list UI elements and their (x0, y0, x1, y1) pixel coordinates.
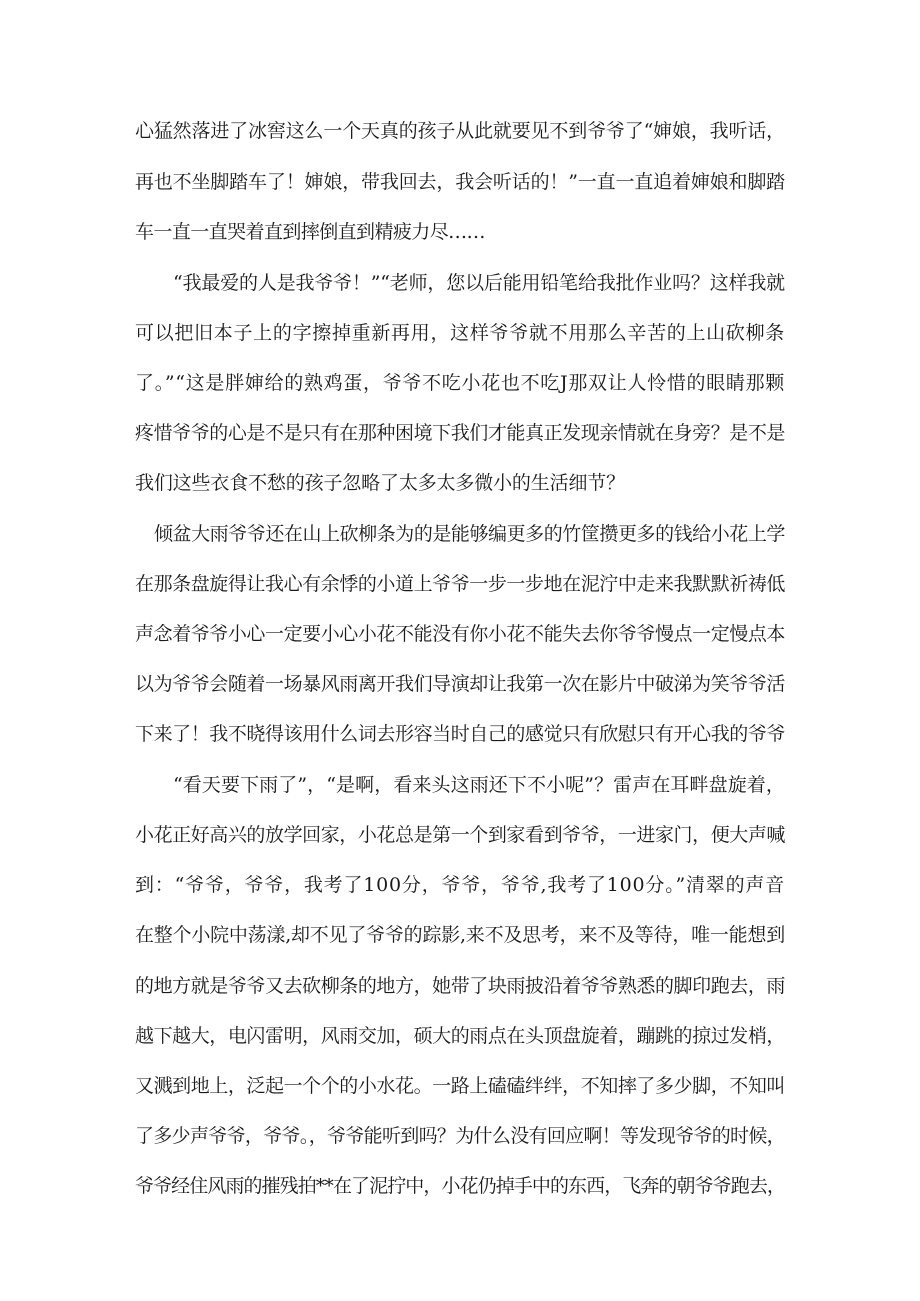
text-line-20: 又溅到地上，泛起一个个的小水花。一路上磕磕绊绊，不知摔了多少脚，不知叫 (135, 1075, 785, 1097)
text-line-11: 声念着爷爷小心一定要小心小花不能没有你小花不能失去你爷爷慢点一定慢点本 (135, 623, 785, 645)
text-line-8: 我们这些衣食不愁的孩子忽略了太多太多微小的生活细节？ (135, 472, 625, 494)
text-line-5: 可以把旧本子上的字擦掉重新再用，这样爷爷就不用那么辛苦的上山砍柳条 (135, 322, 785, 344)
text-line-14: “看天要下雨了”，“是啊，看来头这雨还下不小呢”？雷声在耳畔盘旋着， (173, 774, 785, 796)
text-line-19: 越下越大，电闪雷明，风雨交加，硕大的雨点在头顶盘旋着，蹦跳的掠过发梢， (135, 1025, 785, 1047)
text-line-2: 再也不坐脚踏车了！婶娘，带我回去，我会听话的！”一直一直追着婶娘和脚踏 (135, 171, 786, 193)
text-line-16: 到：“爷爷，爷爷，我考了100分，爷爷，爷爷,我考了100分。”清翠的声音 (135, 874, 785, 896)
text-line-4: “我最爱的人是我爷爷！”“老师，您以后能用铅笔给我批作业吗？这样我就 (173, 272, 785, 294)
text-line-9: 倾盆大雨爷爷还在山上砍柳条为的是能够编更多的竹筐攒更多的钱给小花上学 (154, 523, 785, 545)
text-line-12: 以为爷爷会随着一场暴风雨离开我们导演却让我第一次在影片中破涕为笑爷爷活 (135, 673, 785, 695)
text-line-13: 下来了！我不晓得该用什么词去形容当时自己的感觉只有欣慰只有开心我的爷爷 (135, 723, 785, 745)
text-line-22: 爷爷经住风雨的摧残拍**在了泥拧中，小花仍掉手中的东西，飞奔的朝爷爷跑去， (135, 1175, 785, 1197)
text-line-17: 在整个小院中荡漾,却不见了爷爷的踪影,来不及思考，来不及等待，唯一能想到 (135, 924, 785, 946)
text-line-21: 了多少声爷爷，爷爷。，爷爷能听到吗？为什么没有回应啊！等发现爷爷的时候， (135, 1125, 785, 1147)
text-line-18: 的地方就是爷爷又去砍柳条的地方，她带了块雨披沿着爷爷熟悉的脚印跑去，雨 (135, 975, 785, 997)
text-line-7: 疼惜爷爷的心是不是只有在那种困境下我们才能真正发现亲情就在身旁？是不是 (135, 422, 785, 444)
text-line-1: 心猛然落进了冰窖这么一个天真的孩子从此就要见不到爷爷了“婶娘，我听话， (135, 120, 786, 142)
text-line-10: 在那条盘旋得让我心有余悸的小道上爷爷一步一步地在泥泞中走来我默默祈祷低 (135, 573, 785, 595)
text-line-6: 了。”“这是胖婶给的熟鸡蛋，爷爷不吃小花也不吃J那双让人怜惜的眼睛那颗 (135, 372, 786, 394)
text-line-15: 小花正好高兴的放学回家，小花总是第一个到家看到爷爷，一进家门，便大声喊 (135, 824, 785, 846)
text-line-3: 车一直一直哭着直到摔倒直到精疲力尽…… (135, 221, 485, 243)
